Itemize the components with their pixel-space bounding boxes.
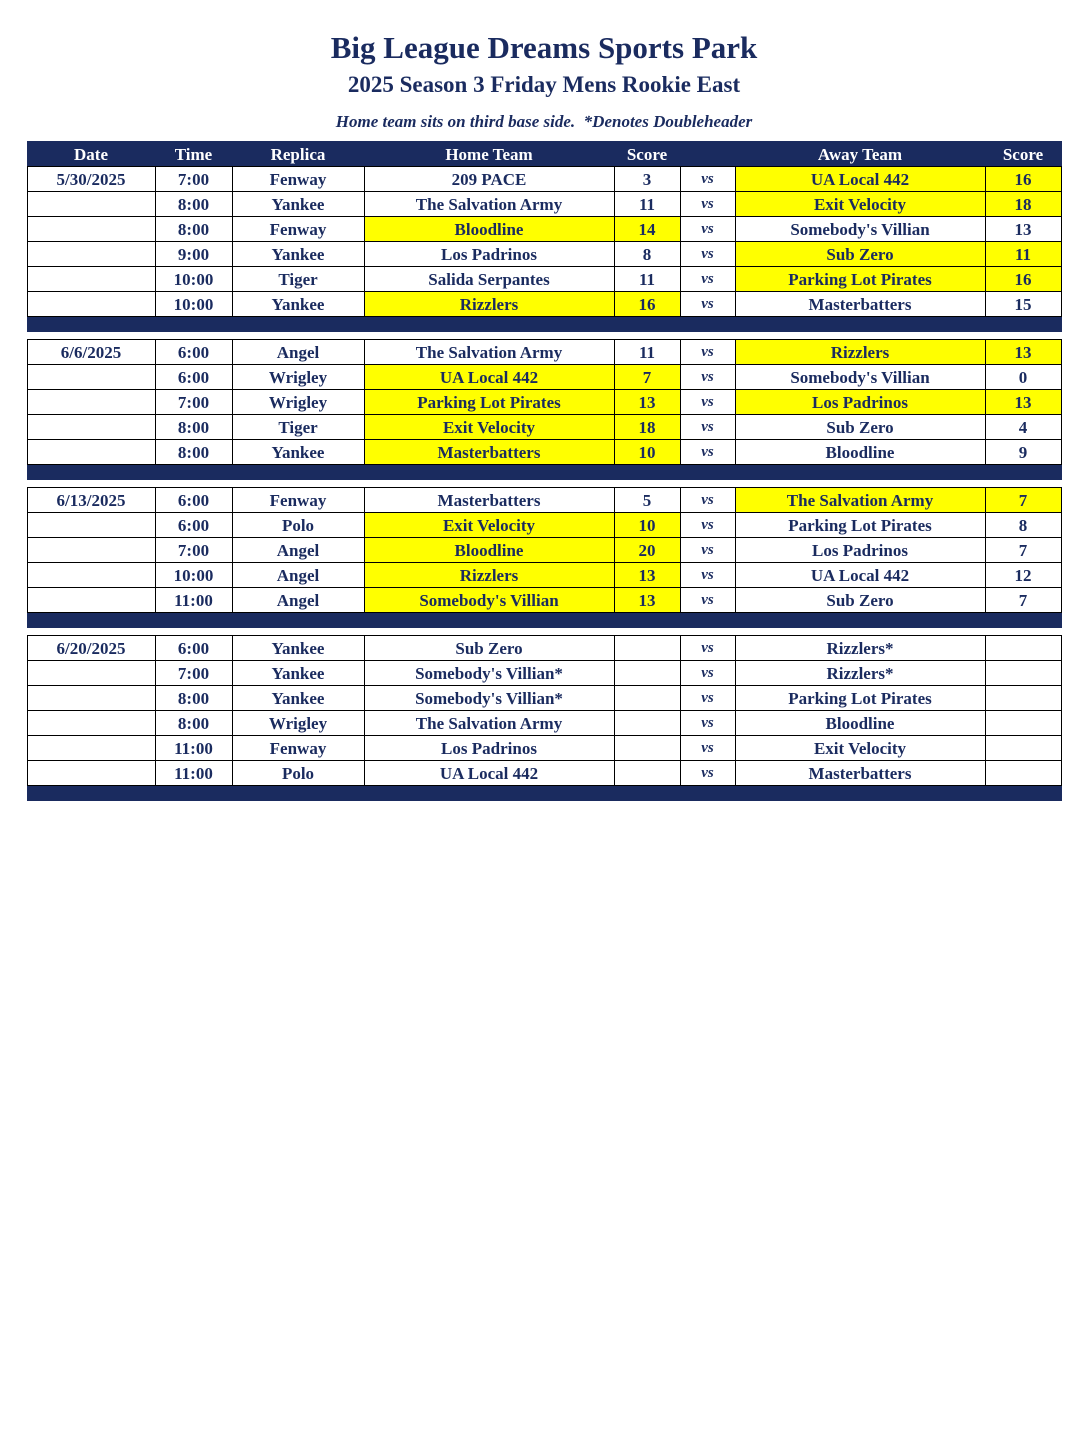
home-score-cell: 13: [614, 563, 680, 588]
section-spacer: [27, 480, 1061, 488]
vs-cell: vs: [680, 242, 735, 267]
home-team-cell: Salida Serpantes: [364, 267, 614, 292]
home-team-cell: Somebody's Villian*: [364, 661, 614, 686]
header-vs-spacer: [680, 142, 735, 167]
home-team-cell: Rizzlers: [364, 292, 614, 317]
time-cell: 8:00: [155, 192, 232, 217]
away-score-cell: 7: [985, 588, 1061, 613]
away-score-cell: 13: [985, 217, 1061, 242]
away-score-cell: 9: [985, 440, 1061, 465]
vs-cell: vs: [680, 292, 735, 317]
replica-cell: Fenway: [232, 217, 364, 242]
game-row: [27, 390, 1061, 415]
game-row: [27, 488, 1061, 513]
section-spacer-gap: [27, 628, 1061, 636]
away-team-cell: The Salvation Army: [735, 488, 985, 513]
section-divider: [27, 317, 1061, 332]
home-team-cell: Masterbatters: [364, 488, 614, 513]
replica-cell: Polo: [232, 513, 364, 538]
replica-cell: Fenway: [232, 488, 364, 513]
time-cell: 8:00: [155, 217, 232, 242]
away-score-cell: [985, 711, 1061, 736]
home-team-cell: 209 PACE: [364, 167, 614, 192]
away-score-cell: 7: [985, 488, 1061, 513]
game-row: [27, 292, 1061, 317]
schedule-page: [0, 30, 1088, 1438]
time-cell: 11:00: [155, 736, 232, 761]
section-divider: [27, 465, 1061, 480]
game-row: [27, 736, 1061, 761]
home-score-cell: [614, 636, 680, 661]
replica-cell: Fenway: [232, 736, 364, 761]
time-cell: 11:00: [155, 761, 232, 786]
home-team-cell: The Salvation Army: [364, 340, 614, 365]
home-score-cell: 13: [614, 390, 680, 415]
page-title: Big League Dreams Sports Park: [330, 30, 758, 65]
time-cell: 6:00: [155, 636, 232, 661]
away-score-cell: 0: [985, 365, 1061, 390]
header-away-score: Score: [985, 142, 1061, 167]
time-cell: 10:00: [155, 292, 232, 317]
away-score-cell: 13: [985, 390, 1061, 415]
game-row: [27, 761, 1061, 786]
home-score-cell: [614, 761, 680, 786]
vs-cell: vs: [680, 636, 735, 661]
section-divider-bar: [27, 613, 1061, 628]
game-row: [27, 192, 1061, 217]
replica-cell: Angel: [232, 588, 364, 613]
replica-cell: Wrigley: [232, 390, 364, 415]
away-team-cell: Masterbatters: [735, 292, 985, 317]
away-team-cell: Rizzlers*: [735, 636, 985, 661]
vs-cell: vs: [680, 538, 735, 563]
date-cell: [27, 267, 155, 292]
date-cell: [27, 292, 155, 317]
home-team-cell: Los Padrinos: [364, 242, 614, 267]
home-team-cell: Exit Velocity: [364, 415, 614, 440]
page-subtitle: 2025 Season 3 Friday Mens Rookie East: [347, 72, 741, 97]
time-cell: 8:00: [155, 686, 232, 711]
away-team-cell: Masterbatters: [735, 761, 985, 786]
game-row: [27, 538, 1061, 563]
time-cell: 8:00: [155, 415, 232, 440]
game-row: [27, 365, 1061, 390]
game-row: [27, 661, 1061, 686]
date-cell: 5/30/2025: [27, 167, 155, 192]
vs-cell: vs: [680, 340, 735, 365]
vs-cell: vs: [680, 390, 735, 415]
date-cell: [27, 538, 155, 563]
header-away-team: Away Team: [735, 142, 985, 167]
replica-cell: Yankee: [232, 661, 364, 686]
date-cell: [27, 217, 155, 242]
replica-cell: Yankee: [232, 440, 364, 465]
header-home-score: Score: [614, 142, 680, 167]
date-cell: 6/13/2025: [27, 488, 155, 513]
home-score-cell: 11: [614, 192, 680, 217]
time-cell: 11:00: [155, 588, 232, 613]
away-score-cell: 13: [985, 340, 1061, 365]
away-score-cell: 7: [985, 538, 1061, 563]
home-score-cell: 11: [614, 340, 680, 365]
game-row: [27, 415, 1061, 440]
away-score-cell: 12: [985, 563, 1061, 588]
home-team-cell: Bloodline: [364, 217, 614, 242]
replica-cell: Wrigley: [232, 365, 364, 390]
date-cell: [27, 390, 155, 415]
replica-cell: Yankee: [232, 686, 364, 711]
replica-cell: Angel: [232, 340, 364, 365]
away-team-cell: Exit Velocity: [735, 192, 985, 217]
home-score-cell: 5: [614, 488, 680, 513]
replica-cell: Tiger: [232, 415, 364, 440]
away-score-cell: [985, 736, 1061, 761]
section-divider: [27, 786, 1061, 801]
time-cell: 7:00: [155, 167, 232, 192]
replica-cell: Polo: [232, 761, 364, 786]
schedule-table-body: [27, 167, 1061, 801]
away-score-cell: 18: [985, 192, 1061, 217]
away-score-cell: [985, 761, 1061, 786]
home-team-cell: Masterbatters: [364, 440, 614, 465]
home-score-cell: 3: [614, 167, 680, 192]
header-home-team: Home Team: [364, 142, 614, 167]
section-divider-bar: [27, 465, 1061, 480]
away-score-cell: 15: [985, 292, 1061, 317]
home-team-cell: Exit Velocity: [364, 513, 614, 538]
date-cell: [27, 415, 155, 440]
home-team-cell: Somebody's Villian: [364, 588, 614, 613]
replica-cell: Fenway: [232, 167, 364, 192]
home-team-cell: UA Local 442: [364, 761, 614, 786]
away-score-cell: 16: [985, 267, 1061, 292]
section-spacer: [27, 628, 1061, 636]
away-team-cell: Parking Lot Pirates: [735, 267, 985, 292]
home-score-cell: [614, 711, 680, 736]
date-cell: [27, 513, 155, 538]
away-team-cell: UA Local 442: [735, 167, 985, 192]
home-score-cell: [614, 736, 680, 761]
home-team-cell: The Salvation Army: [364, 711, 614, 736]
away-team-cell: Bloodline: [735, 711, 985, 736]
date-cell: [27, 711, 155, 736]
section-divider-bar: [27, 786, 1061, 801]
vs-cell: vs: [680, 661, 735, 686]
replica-cell: Wrigley: [232, 711, 364, 736]
vs-cell: vs: [680, 711, 735, 736]
time-cell: 10:00: [155, 563, 232, 588]
away-team-cell: Bloodline: [735, 440, 985, 465]
game-row: [27, 563, 1061, 588]
time-cell: 7:00: [155, 390, 232, 415]
section-spacer-gap: [27, 332, 1061, 340]
section-spacer-gap: [27, 480, 1061, 488]
away-team-cell: Somebody's Villian: [735, 365, 985, 390]
section-spacer: [27, 332, 1061, 340]
page-note: Home team sits on third base side. *Denotes Doubleheader: [335, 112, 753, 131]
home-score-cell: [614, 686, 680, 711]
date-cell: [27, 365, 155, 390]
game-row: [27, 636, 1061, 661]
home-score-cell: 18: [614, 415, 680, 440]
date-cell: [27, 440, 155, 465]
vs-cell: vs: [680, 588, 735, 613]
home-team-cell: Somebody's Villian*: [364, 686, 614, 711]
vs-cell: vs: [680, 415, 735, 440]
away-team-cell: Rizzlers: [735, 340, 985, 365]
home-team-cell: Los Padrinos: [364, 736, 614, 761]
away-score-cell: 11: [985, 242, 1061, 267]
game-row: [27, 340, 1061, 365]
home-score-cell: 7: [614, 365, 680, 390]
date-cell: [27, 588, 155, 613]
away-team-cell: Los Padrinos: [735, 538, 985, 563]
time-cell: 8:00: [155, 440, 232, 465]
time-cell: 8:00: [155, 711, 232, 736]
vs-cell: vs: [680, 686, 735, 711]
time-cell: 6:00: [155, 365, 232, 390]
away-team-cell: Sub Zero: [735, 588, 985, 613]
date-cell: [27, 563, 155, 588]
home-score-cell: 10: [614, 440, 680, 465]
away-score-cell: [985, 686, 1061, 711]
home-score-cell: [614, 661, 680, 686]
game-row: [27, 513, 1061, 538]
time-cell: 6:00: [155, 488, 232, 513]
header-time: Time: [155, 142, 232, 167]
vs-cell: vs: [680, 167, 735, 192]
vs-cell: vs: [680, 488, 735, 513]
home-score-cell: 14: [614, 217, 680, 242]
away-score-cell: 16: [985, 167, 1061, 192]
home-score-cell: 16: [614, 292, 680, 317]
away-team-cell: Rizzlers*: [735, 661, 985, 686]
home-score-cell: 10: [614, 513, 680, 538]
date-cell: [27, 686, 155, 711]
vs-cell: vs: [680, 365, 735, 390]
date-cell: [27, 736, 155, 761]
home-score-cell: 11: [614, 267, 680, 292]
game-row: [27, 588, 1061, 613]
date-cell: [27, 192, 155, 217]
away-team-cell: Parking Lot Pirates: [735, 513, 985, 538]
section-divider-bar: [27, 317, 1061, 332]
game-row: [27, 217, 1061, 242]
away-score-cell: 8: [985, 513, 1061, 538]
away-score-cell: 4: [985, 415, 1061, 440]
header-date: Date: [27, 142, 155, 167]
time-cell: 10:00: [155, 267, 232, 292]
game-row: [27, 167, 1061, 192]
replica-cell: Tiger: [232, 267, 364, 292]
schedule-table: [27, 141, 1062, 801]
home-team-cell: Rizzlers: [364, 563, 614, 588]
vs-cell: vs: [680, 761, 735, 786]
home-team-cell: The Salvation Army: [364, 192, 614, 217]
replica-cell: Yankee: [232, 292, 364, 317]
date-cell: 6/20/2025: [27, 636, 155, 661]
away-team-cell: Parking Lot Pirates: [735, 686, 985, 711]
time-cell: 7:00: [155, 661, 232, 686]
replica-cell: Yankee: [232, 636, 364, 661]
vs-cell: vs: [680, 267, 735, 292]
time-cell: 9:00: [155, 242, 232, 267]
section-divider: [27, 613, 1061, 628]
replica-cell: Yankee: [232, 192, 364, 217]
vs-cell: vs: [680, 563, 735, 588]
away-team-cell: Sub Zero: [735, 242, 985, 267]
away-team-cell: Exit Velocity: [735, 736, 985, 761]
date-cell: [27, 242, 155, 267]
vs-cell: vs: [680, 217, 735, 242]
game-row: [27, 711, 1061, 736]
date-cell: 6/6/2025: [27, 340, 155, 365]
time-cell: 6:00: [155, 513, 232, 538]
away-team-cell: Somebody's Villian: [735, 217, 985, 242]
date-cell: [27, 761, 155, 786]
game-row: [27, 440, 1061, 465]
away-team-cell: UA Local 442: [735, 563, 985, 588]
date-cell: [27, 661, 155, 686]
away-score-cell: [985, 636, 1061, 661]
game-row: [27, 686, 1061, 711]
vs-cell: vs: [680, 513, 735, 538]
time-cell: 7:00: [155, 538, 232, 563]
home-team-cell: UA Local 442: [364, 365, 614, 390]
vs-cell: vs: [680, 440, 735, 465]
vs-cell: vs: [680, 192, 735, 217]
home-score-cell: 20: [614, 538, 680, 563]
vs-cell: vs: [680, 736, 735, 761]
replica-cell: Angel: [232, 538, 364, 563]
home-team-cell: Sub Zero: [364, 636, 614, 661]
away-team-cell: Los Padrinos: [735, 390, 985, 415]
header-replica: Replica: [232, 142, 364, 167]
home-team-cell: Parking Lot Pirates: [364, 390, 614, 415]
schedule-table-head: [27, 142, 1061, 167]
game-row: [27, 242, 1061, 267]
home-score-cell: 13: [614, 588, 680, 613]
table-header-row: [27, 142, 1061, 167]
time-cell: 6:00: [155, 340, 232, 365]
away-team-cell: Sub Zero: [735, 415, 985, 440]
game-row: [27, 267, 1061, 292]
replica-cell: Angel: [232, 563, 364, 588]
away-score-cell: [985, 661, 1061, 686]
home-team-cell: Bloodline: [364, 538, 614, 563]
replica-cell: Yankee: [232, 242, 364, 267]
home-score-cell: 8: [614, 242, 680, 267]
